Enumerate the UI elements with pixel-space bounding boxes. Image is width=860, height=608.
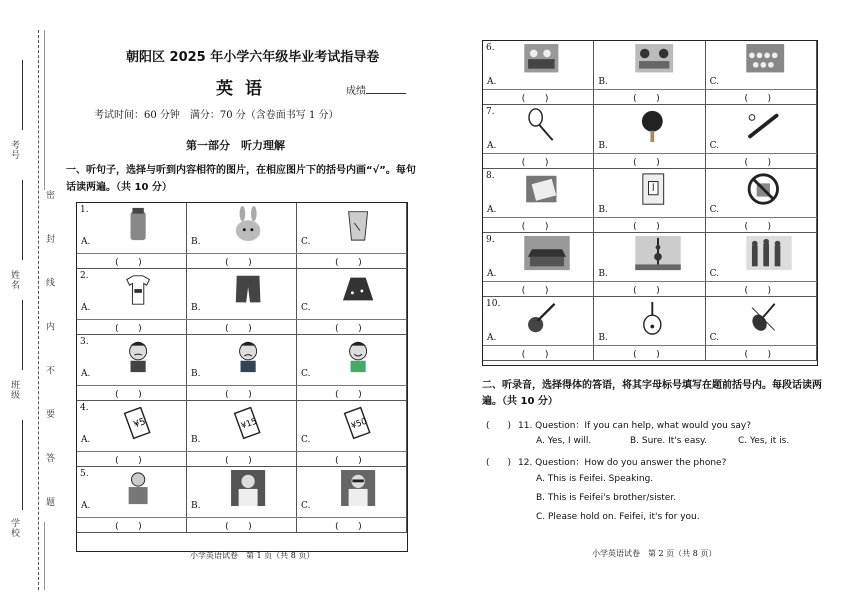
answer-blank[interactable]: ( ) <box>114 258 143 268</box>
tiananmen-icon <box>523 236 571 276</box>
answer-blank[interactable]: ( ) <box>520 94 550 104</box>
answer-row-divider <box>483 281 817 282</box>
name-field[interactable] <box>22 180 23 260</box>
answer-blank[interactable]: ( ) <box>743 286 773 296</box>
man-tshirt-icon <box>121 470 159 510</box>
q12-option-a: A. This is Feifei. Speaking. <box>536 474 654 484</box>
answer-blank[interactable]: ( ) <box>632 350 661 360</box>
option-letter: B. <box>598 77 608 87</box>
answer-row-divider <box>483 345 817 346</box>
answer-blank[interactable]: ( ) <box>334 456 363 466</box>
cut-line <box>38 30 39 590</box>
option-letter: A. <box>81 303 91 313</box>
option-letter: C. <box>301 501 311 511</box>
score-field[interactable] <box>346 82 406 97</box>
question-number: 1. <box>80 205 89 215</box>
answer-blank[interactable]: ( ) <box>520 158 550 168</box>
q12-bracket[interactable]: ( ) <box>486 458 512 468</box>
subject-title: 英语 <box>216 79 274 99</box>
option-letter: B. <box>598 269 608 279</box>
answer-row-divider <box>77 319 407 320</box>
answer-blank[interactable]: ( ) <box>334 390 363 400</box>
baseball-bat-icon <box>745 108 793 148</box>
answer-blank[interactable]: ( ) <box>743 350 773 360</box>
class-field[interactable] <box>22 300 23 370</box>
exam-number-field[interactable] <box>22 60 23 130</box>
no-plastic-bag-icon <box>745 172 793 212</box>
classroom-icon <box>523 44 571 84</box>
tag-50-icon <box>341 404 379 444</box>
guitar-icon <box>523 300 571 340</box>
oriental-pearl-tower-icon <box>634 236 682 276</box>
answer-blank[interactable]: ( ) <box>632 222 661 232</box>
exam-meta: 考试时间：60 分钟 满分：70 分（含卷面书写 1 分） <box>94 110 339 121</box>
answer-blank[interactable]: ( ) <box>334 324 363 334</box>
tag-15-icon <box>231 404 269 444</box>
q11-option-b: B. Sure. It's easy. <box>630 436 707 446</box>
answer-row-divider <box>77 253 407 254</box>
listening-grid-left <box>76 202 408 552</box>
label-school: 学校 <box>9 518 19 538</box>
man-sweater-icon <box>231 470 269 510</box>
answer-blank[interactable]: ( ) <box>224 258 253 268</box>
question-number: 10. <box>486 299 501 309</box>
svg-text:¥15: ¥15 <box>239 416 259 432</box>
option-letter: B. <box>598 333 608 343</box>
label-class: 班级 <box>9 380 19 400</box>
page-footer-right: 小学英语试卷 第 2 页（共 8 页） <box>592 549 717 558</box>
option-letter: A. <box>81 369 91 379</box>
seal-text: 密 封 线 内 不 要 答 题 <box>44 190 54 523</box>
option-letter: A. <box>487 205 497 215</box>
answer-blank[interactable]: ( ) <box>114 390 143 400</box>
score-label: 成绩 <box>346 86 366 97</box>
option-letter: A. <box>487 141 497 151</box>
question-number: 6. <box>486 43 495 53</box>
answer-row-divider <box>77 385 407 386</box>
option-letter: A. <box>487 77 497 87</box>
left-page <box>66 30 416 600</box>
answer-blank[interactable]: ( ) <box>743 222 773 232</box>
boy-happy-icon <box>341 338 379 378</box>
section2-instruction: 二、听录音，选择得体的答语，将其字母标号填写在题前括号内。每段话读两遍。（共 10 分） <box>482 380 822 407</box>
answer-blank[interactable]: ( ) <box>224 522 253 532</box>
violin-icon <box>745 300 793 340</box>
option-letter: C. <box>709 269 720 279</box>
q11-question: 11. Question：If you can help, what would you say? <box>518 421 752 431</box>
boy-sad-icon <box>231 338 269 378</box>
option-letter: C. <box>301 369 311 379</box>
man-glasses-icon <box>341 470 379 510</box>
question-number: 8. <box>486 171 495 181</box>
newspaper-icon <box>523 172 571 212</box>
switch-icon <box>634 172 682 212</box>
option-letter: A. <box>487 269 497 279</box>
q11-bracket[interactable]: ( ) <box>486 421 512 431</box>
svg-text:¥5: ¥5 <box>132 416 148 431</box>
terracotta-warriors-icon <box>745 236 793 276</box>
option-letter: A. <box>81 435 91 445</box>
exam-title: 朝阳区 2025 年小学六年级毕业考试指导卷 <box>126 50 380 65</box>
answer-blank[interactable]: ( ) <box>520 222 550 232</box>
listening-grid-right <box>482 40 818 366</box>
question-number: 4. <box>80 403 89 413</box>
answer-blank[interactable]: ( ) <box>743 94 773 104</box>
option-letter: C. <box>301 237 311 247</box>
binding-margin <box>0 0 62 608</box>
answer-blank[interactable]: ( ) <box>632 286 661 296</box>
part-heading: 第一部分 听力理解 <box>186 139 285 152</box>
boy-worried-icon <box>121 338 159 378</box>
option-letter: C. <box>301 303 311 313</box>
answer-blank[interactable]: ( ) <box>224 324 253 334</box>
answer-row-divider <box>77 451 407 452</box>
option-letter: B. <box>191 501 201 511</box>
answer-blank[interactable]: ( ) <box>114 456 143 466</box>
question-number: 5. <box>80 469 89 479</box>
cup-icon <box>341 206 379 246</box>
q12-option-b: B. This is Feifei's brother/sister. <box>536 493 677 503</box>
option-letter: C. <box>709 77 720 87</box>
option-letter: B. <box>191 303 201 313</box>
question-number: 2. <box>80 271 89 281</box>
option-letter: C. <box>301 435 311 445</box>
table-tennis-bat-icon <box>634 108 682 148</box>
pipa-icon <box>634 300 682 340</box>
answer-blank[interactable]: ( ) <box>114 324 143 334</box>
option-letter: C. <box>709 333 720 343</box>
tag-5-icon <box>121 404 159 444</box>
option-letter: A. <box>81 237 91 247</box>
answer-blank[interactable]: ( ) <box>224 456 253 466</box>
question-number: 7. <box>486 107 495 117</box>
option-letter: B. <box>598 205 608 215</box>
t-shirt-icon <box>121 272 159 312</box>
label-exam-number: 考号 <box>9 140 19 160</box>
skirt-icon <box>341 272 379 312</box>
answer-blank[interactable]: ( ) <box>114 522 143 532</box>
answer-blank[interactable]: ( ) <box>743 158 773 168</box>
group-photo-icon <box>745 44 793 84</box>
school-field[interactable] <box>22 420 23 510</box>
answer-blank[interactable]: ( ) <box>334 258 363 268</box>
option-letter: B. <box>191 237 201 247</box>
label-name: 姓名 <box>9 270 19 290</box>
bottle-icon <box>121 206 159 246</box>
answer-blank[interactable]: ( ) <box>632 158 661 168</box>
q12-question: 12. Question：How do you answer the phone? <box>518 458 727 468</box>
students-desk-icon <box>634 44 682 84</box>
option-letter: B. <box>191 369 201 379</box>
answer-blank[interactable]: ( ) <box>520 286 550 296</box>
answer-row-divider <box>483 153 817 154</box>
option-letter: C. <box>709 141 720 151</box>
answer-row-divider <box>483 217 817 218</box>
bunny-toy-icon <box>231 206 269 246</box>
answer-row-divider <box>77 517 407 518</box>
question-number: 3. <box>80 337 89 347</box>
badminton-racket-icon <box>523 108 571 148</box>
option-letter: A. <box>487 333 497 343</box>
shorts-icon <box>231 272 269 312</box>
answer-blank[interactable]: ( ) <box>224 390 253 400</box>
option-letter: B. <box>191 435 201 445</box>
section1-instruction: 一、听句子，选择与听到内容相符的图片，在相应图片下的括号内画“√”。每句话读两遍。（共 10 分） <box>66 165 416 193</box>
answer-blank[interactable]: ( ) <box>520 350 550 360</box>
question-number: 9. <box>486 235 495 245</box>
q12-option-c: C. Please hold on. Feifei, it's for you. <box>536 512 700 522</box>
svg-text:¥50: ¥50 <box>349 416 369 432</box>
page-footer-left: 小学英语试卷 第 1 页（共 8 页） <box>190 551 315 560</box>
answer-row-divider <box>483 89 817 90</box>
option-letter: B. <box>598 141 608 151</box>
q11-option-a: A. Yes, I will. <box>536 436 592 446</box>
answer-blank[interactable]: ( ) <box>334 522 363 532</box>
option-letter: A. <box>81 501 91 511</box>
q11-option-c: C. Yes, it is. <box>738 436 790 446</box>
right-page <box>482 40 832 600</box>
answer-blank[interactable]: ( ) <box>632 94 661 104</box>
option-letter: C. <box>709 205 720 215</box>
